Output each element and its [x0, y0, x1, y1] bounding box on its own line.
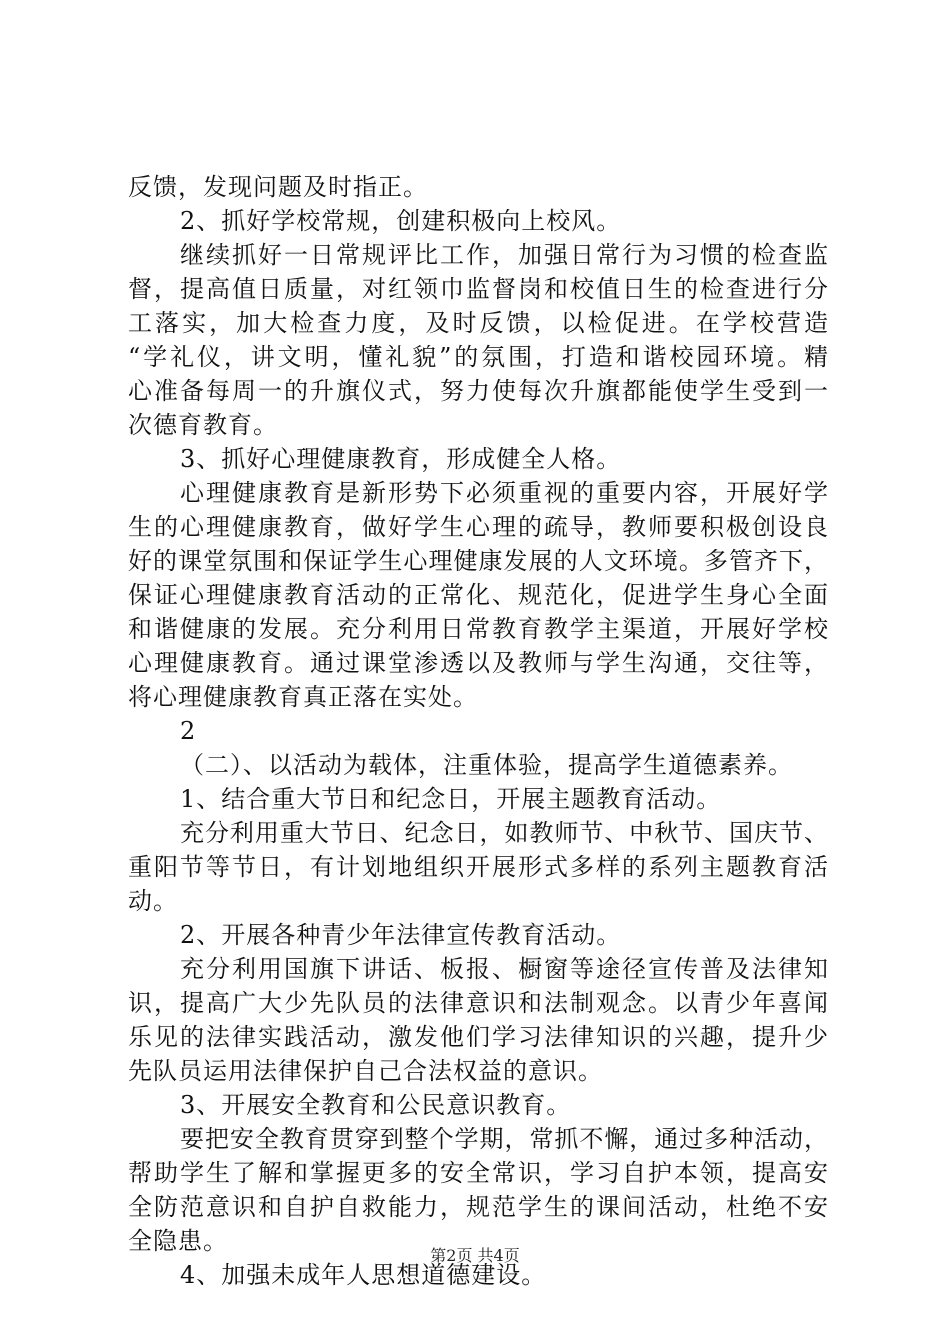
text-line: 2、开展各种青少年法律宣传教育活动。 — [180, 921, 622, 949]
text-line: “学礼仪，讲文明，懂礼貌”的氛围，打造和谐校园环境。精 — [128, 343, 828, 371]
text-line: 帮助学生了解和掌握更多的安全常识，学习自护本领，提高安 — [128, 1159, 828, 1187]
text-line: 全隐患。 — [128, 1227, 228, 1255]
text-line: 要把安全教育贯穿到整个学期，常抓不懈，通过多种活动， — [180, 1125, 828, 1153]
page-footer: 第2页 共4页 — [430, 1246, 520, 1265]
text-line: 识，提高广大少先队员的法律意识和法制观念。以青少年喜闻 — [128, 989, 828, 1017]
text-line: 2 — [180, 717, 197, 745]
text-line: 乐见的法律实践活动，激发他们学习法律知识的兴趣，提升少 — [128, 1023, 828, 1051]
text-line: 生的心理健康教育，做好学生心理的疏导，教师要积极创设良 — [128, 513, 828, 541]
text-line: 3、开展安全教育和公民意识教育。 — [180, 1091, 572, 1119]
document-body — [128, 170, 828, 1292]
text-line: 1、结合重大节日和纪念日，开展主题教育活动。 — [180, 785, 722, 813]
text-line: 将心理健康教育真正落在实处。 — [128, 683, 478, 711]
text-line: 全防范意识和自护自救能力，规范学生的课间活动，杜绝不安 — [128, 1193, 828, 1221]
text-line: 先队员运用法律保护自己合法权益的意识。 — [128, 1057, 603, 1085]
text-line: 反馈，发现问题及时指正。 — [128, 173, 428, 201]
text-line: 好的课堂氛围和保证学生心理健康发展的人文环境。多管齐下， — [128, 547, 828, 575]
text-line: 保证心理健康教育活动的正常化、规范化，促进学生身心全面 — [128, 581, 828, 609]
text-line: 4、加强未成年人思想道德建设。 — [180, 1261, 547, 1289]
text-line: 督，提高值日质量，对红领巾监督岗和校值日生的检查进行分 — [128, 275, 828, 303]
text-line: 充分利用重大节日、纪念日，如教师节、中秋节、国庆节、 — [180, 819, 828, 847]
text-line: 心准备每周一的升旗仪式，努力使每次升旗都能使学生受到一 — [128, 377, 828, 405]
text-line: 心理健康教育是新形势下必须重视的重要内容，开展好学 — [180, 479, 828, 507]
text-line: 和谐健康的发展。充分利用日常教育教学主渠道，开展好学校 — [128, 615, 828, 643]
text-line: 工落实，加大检查力度，及时反馈，以检促进。在学校营造 — [128, 309, 828, 337]
text-line: 动。 — [128, 887, 178, 915]
text-line: 3、抓好心理健康教育，形成健全人格。 — [180, 445, 622, 473]
text-line: 心理健康教育。通过课堂渗透以及教师与学生沟通，交往等， — [128, 649, 828, 677]
text-line: 重阳节等节日，有计划地组织开展形式多样的系列主题教育活 — [128, 853, 828, 881]
text-line: 继续抓好一日常规评比工作，加强日常行为习惯的检查监 — [180, 241, 828, 269]
text-line: （二）、以活动为载体，注重体验，提高学生道德素养。 — [180, 751, 793, 779]
text-line: 充分利用国旗下讲话、板报、橱窗等途径宣传普及法律知 — [180, 955, 828, 983]
text-line: 2、抓好学校常规，创建积极向上校风。 — [180, 207, 622, 235]
text-line: 次德育教育。 — [128, 411, 278, 439]
